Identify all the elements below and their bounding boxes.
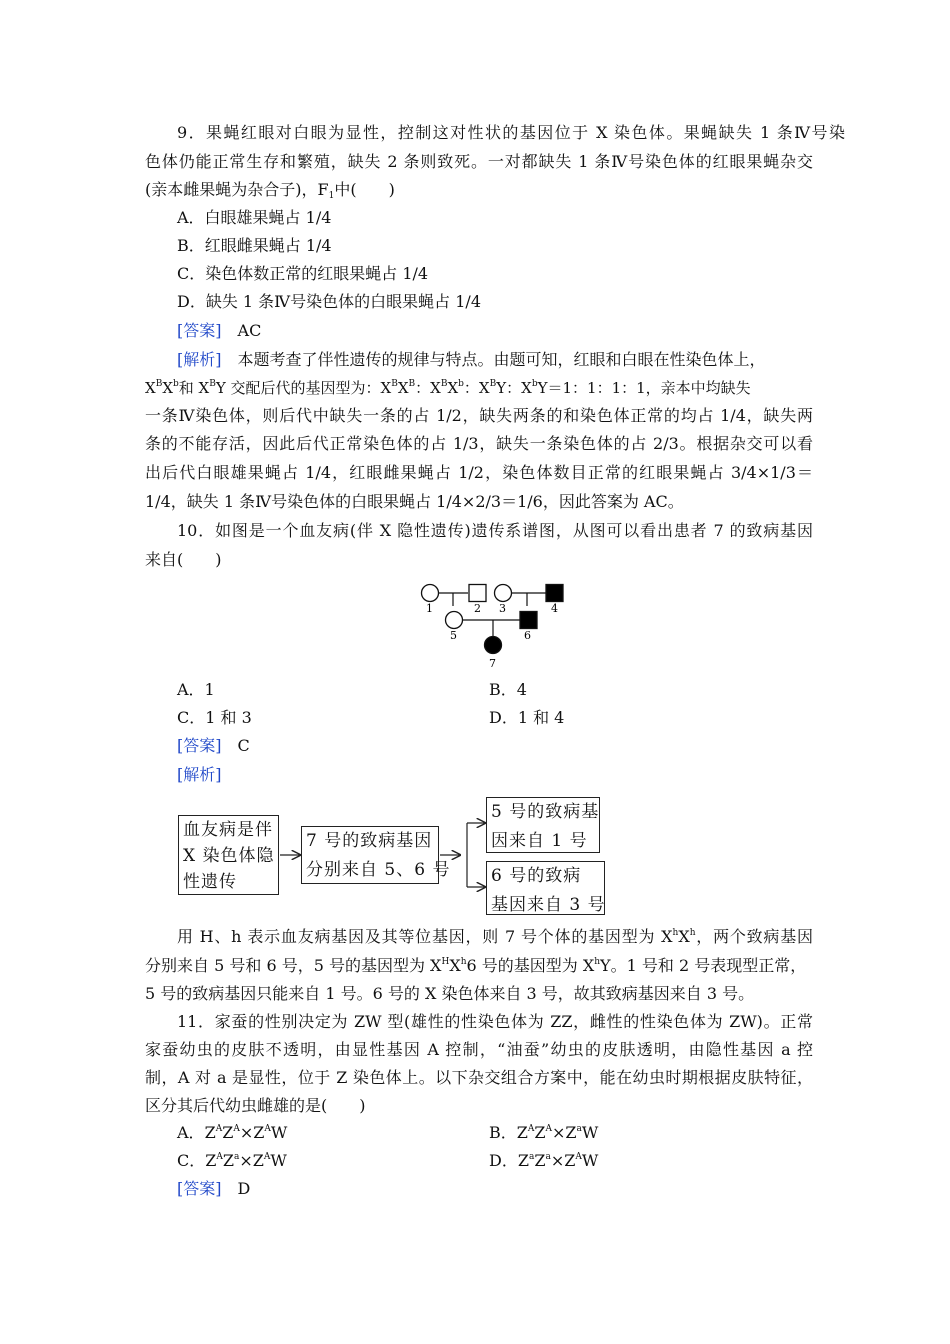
pedigree-label-2: 2 (474, 602, 481, 615)
q10-stem-line-1: 10．如图是一个血友病(伴 X 隐性遗传)遗传系谱图，从图可以看出患者 7 的致病基因 (177, 521, 813, 540)
q11-option-b: B．$Z^AZ^A\times Z^aW$ (489, 1123, 599, 1142)
q11-answer: [答案] D (177, 1179, 251, 1198)
pedigree-label-6: 6 (524, 629, 531, 642)
flow-box-6-from-3: 6 号的致病 基因来自 3 号 (486, 861, 605, 915)
q9-analysis-line-3: 一条Ⅳ染色体，则后代中缺失一条的占 1/2，缺失两条的和染色体正常的均占 1/4，缺失两 (145, 406, 813, 425)
answer-tag: [答案] (177, 736, 222, 755)
q9-stem-line-2: 色体仍能正常生存和繁殖，缺失 2 条则致死。一对都缺失 1 条Ⅳ号染色体的红眼果蝇杂交 (145, 152, 813, 171)
pedigree-individual-7 (485, 637, 502, 654)
answer-tag: [答案] (177, 321, 222, 340)
q10-analysis-label (177, 765, 845, 785)
q10-expl-line-1: 用 H、h 表示血友病基因及其等位基因，则 7 号个体的基因型为 $X^hX^h$，两个致病基因 (177, 927, 813, 946)
pedigree-label-4: 4 (551, 602, 558, 615)
q9-option-d: D．缺失 1 条Ⅳ号染色体的白眼果蝇占 1/4 (177, 292, 482, 311)
q10-expl-line-3: 5 号的致病基因只能来自 1 号。6 号的 X 染色体来自 3 号，故其致病基因来自 3 号。 (145, 984, 755, 1003)
q11-option-a: A．$Z^AZ^A\times Z^AW$ (177, 1123, 288, 1142)
pedigree-label-5: 5 (450, 629, 457, 642)
pedigree-individual-1 (422, 585, 439, 602)
analysis-tag: [解析] (177, 350, 222, 369)
q9-option-c: C．染色体数正常的红眼果蝇占 1/4 (177, 264, 429, 283)
q11-option-c: C．$Z^AZ^a\times Z^AW$ (177, 1151, 287, 1170)
q10-option-a: A．1 (177, 680, 215, 699)
q9-analysis-line-1: [解析] 本题考查了伴性遗传的规律与特点。由题可知，红眼和白眼在性染色体上， (177, 350, 766, 369)
q11-stem-line-1: 11．家蚕的性别决定为 ZW 型(雄性的性染色体为 ZZ，雌性的性染色体为 ZW)。正常 (177, 1012, 813, 1031)
pedigree-label-3: 3 (499, 602, 506, 615)
q11-stem-line-2: 家蚕幼虫的皮肤不透明，由显性基因 A 控制，“油蚕”幼虫的皮肤透明，由隐性基因 a 控 (145, 1040, 813, 1059)
pedigree-chart (410, 575, 580, 675)
q11-stem-line-3: 制，A 对 a 是显性，位于 Z 染色体上。以下杂交组合方案中，能在幼虫时期根据皮肤特征， (145, 1068, 813, 1087)
pedigree-label-7: 7 (489, 657, 496, 670)
q9-option-b: B．红眼雌果蝇占 1/4 (177, 236, 332, 255)
q10-answer: [答案] C (177, 736, 250, 755)
flow-box-hemophilia-x-recessive: 血友病是伴 X 染色体隐 性遗传 (178, 815, 279, 895)
q10-option-d: D．1 和 4 (489, 708, 565, 727)
flow-box-5-from-1: 5 号的致病基 因来自 1 号 (486, 797, 600, 853)
q9-analysis-line-6: 1/4，缺失 1 条Ⅳ号染色体的白眼果蝇占 1/4×2/3＝1/6，因此答案为 AC。 (145, 492, 684, 511)
q10-stem-line-2: 来自( ) (145, 550, 222, 569)
pedigree-individual-2 (469, 585, 486, 602)
analysis-tag: [解析] (177, 765, 222, 784)
q9-analysis-line-5: 出后代白眼雄果蝇占 1/4，红眼雌果蝇占 1/2，染色体数目正常的红眼果蝇占 3/4×1/3＝ (145, 463, 813, 482)
pedigree-individual-4 (546, 585, 563, 602)
q10-option-b: B．4 (489, 680, 527, 699)
q9-answer: [答案] AC (177, 321, 262, 340)
pedigree-individual-3 (495, 585, 512, 602)
q9-analysis-line-4: 条的不能存活，因此后代正常染色体的占 1/3，缺失一条染色体的占 2/3。根据杂交可以看 (145, 434, 813, 453)
q11-option-d: D．$Z^aZ^a\times Z^AW$ (489, 1151, 599, 1170)
answer-tag: [答案] (177, 1179, 222, 1198)
q10-expl-line-2: 分别来自 5 号和 6 号，5 号的基因型为 $X^HX^h6$ 号的基因型为 $X^hY$。1 号和 2 号表现型正常， (145, 956, 807, 975)
flow-box-7-from-5-6: 7 号的致病基因 分别来自 5、6 号 (301, 826, 439, 884)
flow-arrows (279, 810, 489, 900)
pedigree-individual-5 (446, 612, 463, 629)
pedigree-individual-6 (520, 612, 537, 629)
pedigree-label-1: 1 (426, 602, 433, 615)
q9-option-a: A．白眼雄果蝇占 1/4 (177, 208, 332, 227)
q11-stem-line-4: 区分其后代幼虫雌雄的是( ) (145, 1096, 366, 1115)
q9-stem-line-1: 9．果蝇红眼对白眼为显性，控制这对性状的基因位于 X 染色体。果蝇缺失 1 条Ⅳ号染 (177, 123, 845, 142)
q9-stem-line-3: (亲本雌果蝇为杂合子)，$F_1$中( ) (145, 180, 395, 201)
q10-option-c: C．1 和 3 (177, 708, 252, 727)
q9-analysis-line-2: $X^BX^b$和 $X^BY$ 交配后代的基因型为：$X^BX^B$：$X^BX^b$：$X^BY$：$X^bY=1$：1：1：1，亲本中均缺失 (145, 379, 751, 397)
